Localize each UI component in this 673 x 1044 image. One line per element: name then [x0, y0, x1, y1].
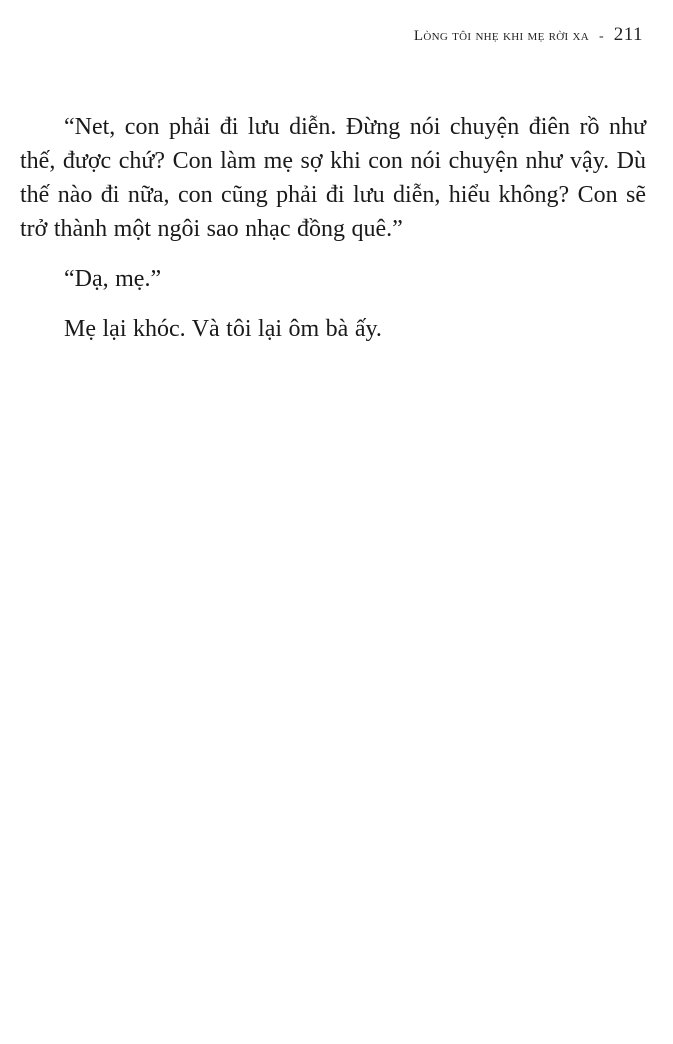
header-separator: - — [599, 29, 604, 44]
running-title: Lòng tôi nhẹ khi mẹ rời xa — [413, 28, 590, 44]
paragraph-dialogue-1: “Net, con phải đi lưu diễn. Đừng nói chuyện điên rồ như thế, được chứ? Con làm mẹ sợ khi con nói chuyện như vậy. Dù thế nào đi nữa, con cũng phải đi lưu diễn, hiểu không? Con sẽ trở thành một ngôi sao nhạc đồng quê.” — [20, 114, 646, 242]
page-number: 211 — [613, 24, 643, 45]
body-text — [20, 110, 646, 362]
paragraph-dialogue-2: “Dạ, mẹ.” — [64, 266, 162, 292]
running-header — [414, 24, 643, 46]
paragraph-narration: Mẹ lại khóc. Và tôi lại ôm bà ấy. — [64, 316, 382, 342]
